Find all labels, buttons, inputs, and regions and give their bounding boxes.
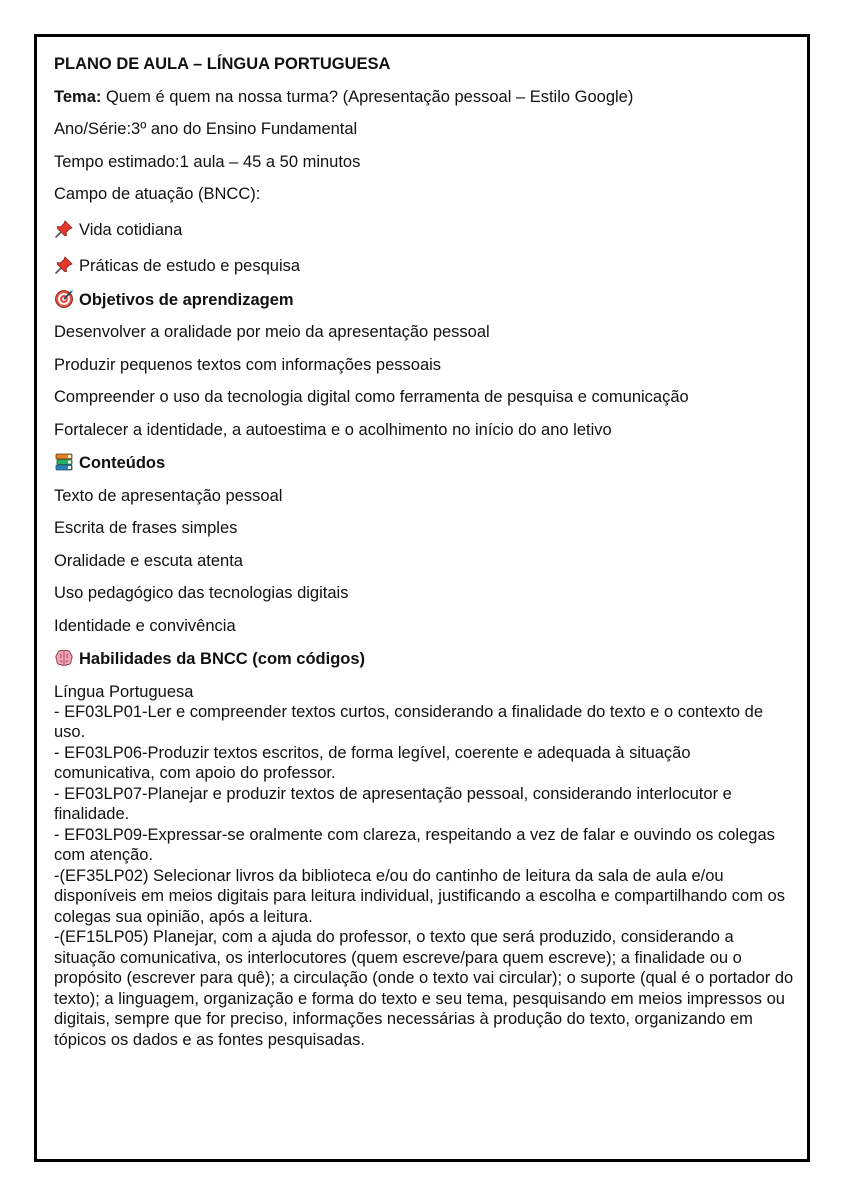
habilidade-item: - EF03LP09-Expressar-se oralmente com clareza, respeitando a vez de falar e ouvindo os colegas com atenção. bbox=[54, 825, 775, 864]
habilidades-subheading: Língua Portuguesa bbox=[54, 682, 194, 701]
campo-item-label: Vida cotidiana bbox=[79, 221, 183, 239]
target-icon bbox=[54, 289, 74, 309]
ano-serie-line: Ano/Série:3º ano do Ensino Fundamental bbox=[54, 120, 358, 138]
books-icon bbox=[54, 452, 74, 472]
campo-label: Campo de atuação (BNCC): bbox=[54, 185, 261, 203]
lesson-plan-content bbox=[54, 51, 794, 1050]
conteudo-item: Identidade e convivência bbox=[54, 616, 236, 635]
campo-item bbox=[54, 219, 794, 240]
document-title: PLANO DE AULA – LÍNGUA PORTUGUESA bbox=[54, 55, 391, 73]
conteudos-heading bbox=[54, 452, 794, 473]
habilidades-heading-label: Habilidades da BNCC (com códigos) bbox=[79, 650, 366, 668]
objetivo-item: Compreender o uso da tecnologia digital como ferramenta de pesquisa e comunicação bbox=[54, 388, 689, 406]
conteudo-item: Texto de apresentação pessoal bbox=[54, 486, 283, 505]
habilidade-item: - EF03LP06-Produzir textos escritos, de forma legível, coerente e adequada à situação comunicativa, com apoio do professor. bbox=[54, 743, 691, 782]
habilidade-item: -(EF15LP05) Planejar, com a ajuda do professor, o texto que será produzido, considerando a situação comunicativa, os interlocutores (quem escreve/para quem escreve); a finalidade ou o propósito (escrever para quê); a circulação (onde o texto vai circular); o suporte (qual é o portador do texto); a linguagem, organização e forma do texto e seu tema, pesquisando em meios impressos ou digitais, sempre que for preciso, informações necessárias à produção do texto, organizando em tópicos os dados e as fontes pesquisadas. bbox=[54, 928, 794, 1049]
habilidade-item: -(EF35LP02) Selecionar livros da biblioteca e/ou do cantinho de leitura da sala de aula e/ou disponíveis em meios digitais para leitura individual, justificando a escolha e compartilhando com os colegas sua opinião, após a leitura. bbox=[54, 866, 785, 926]
habilidades-heading bbox=[54, 648, 794, 669]
document-frame bbox=[34, 34, 810, 1162]
pushpin-icon bbox=[54, 255, 74, 275]
objetivo-item: Desenvolver a oralidade por meio da apresentação pessoal bbox=[54, 323, 490, 341]
tema-line bbox=[54, 87, 794, 107]
campo-item bbox=[54, 255, 794, 276]
habilidade-item: - EF03LP07-Planejar e produzir textos de apresentação pessoal, considerando interlocutor e finalidade. bbox=[54, 784, 732, 823]
conteudos-heading-label: Conteúdos bbox=[79, 454, 166, 472]
pushpin-icon bbox=[54, 219, 74, 239]
objetivos-heading-label: Objetivos de aprendizagem bbox=[79, 290, 294, 309]
brain-icon bbox=[54, 648, 74, 668]
habilidade-item: - EF03LP01-Ler e compreender textos curtos, considerando a finalidade do texto e o contexto de uso. bbox=[54, 702, 764, 741]
tema-label: Tema: bbox=[54, 87, 102, 106]
tempo-line: Tempo estimado:1 aula – 45 a 50 minutos bbox=[54, 152, 361, 171]
objetivos-heading bbox=[54, 289, 794, 310]
objetivo-item: Produzir pequenos textos com informações pessoais bbox=[54, 355, 442, 374]
objetivo-item: Fortalecer a identidade, a autoestima e o acolhimento no início do ano letivo bbox=[54, 420, 612, 439]
conteudo-item: Uso pedagógico das tecnologias digitais bbox=[54, 584, 349, 602]
campo-item-label: Práticas de estudo e pesquisa bbox=[79, 257, 301, 275]
conteudo-item: Oralidade e escuta atenta bbox=[54, 551, 243, 570]
conteudo-item: Escrita de frases simples bbox=[54, 519, 238, 537]
tema-value: Quem é quem na nossa turma? (Apresentação pessoal – Estilo Google) bbox=[101, 87, 634, 106]
